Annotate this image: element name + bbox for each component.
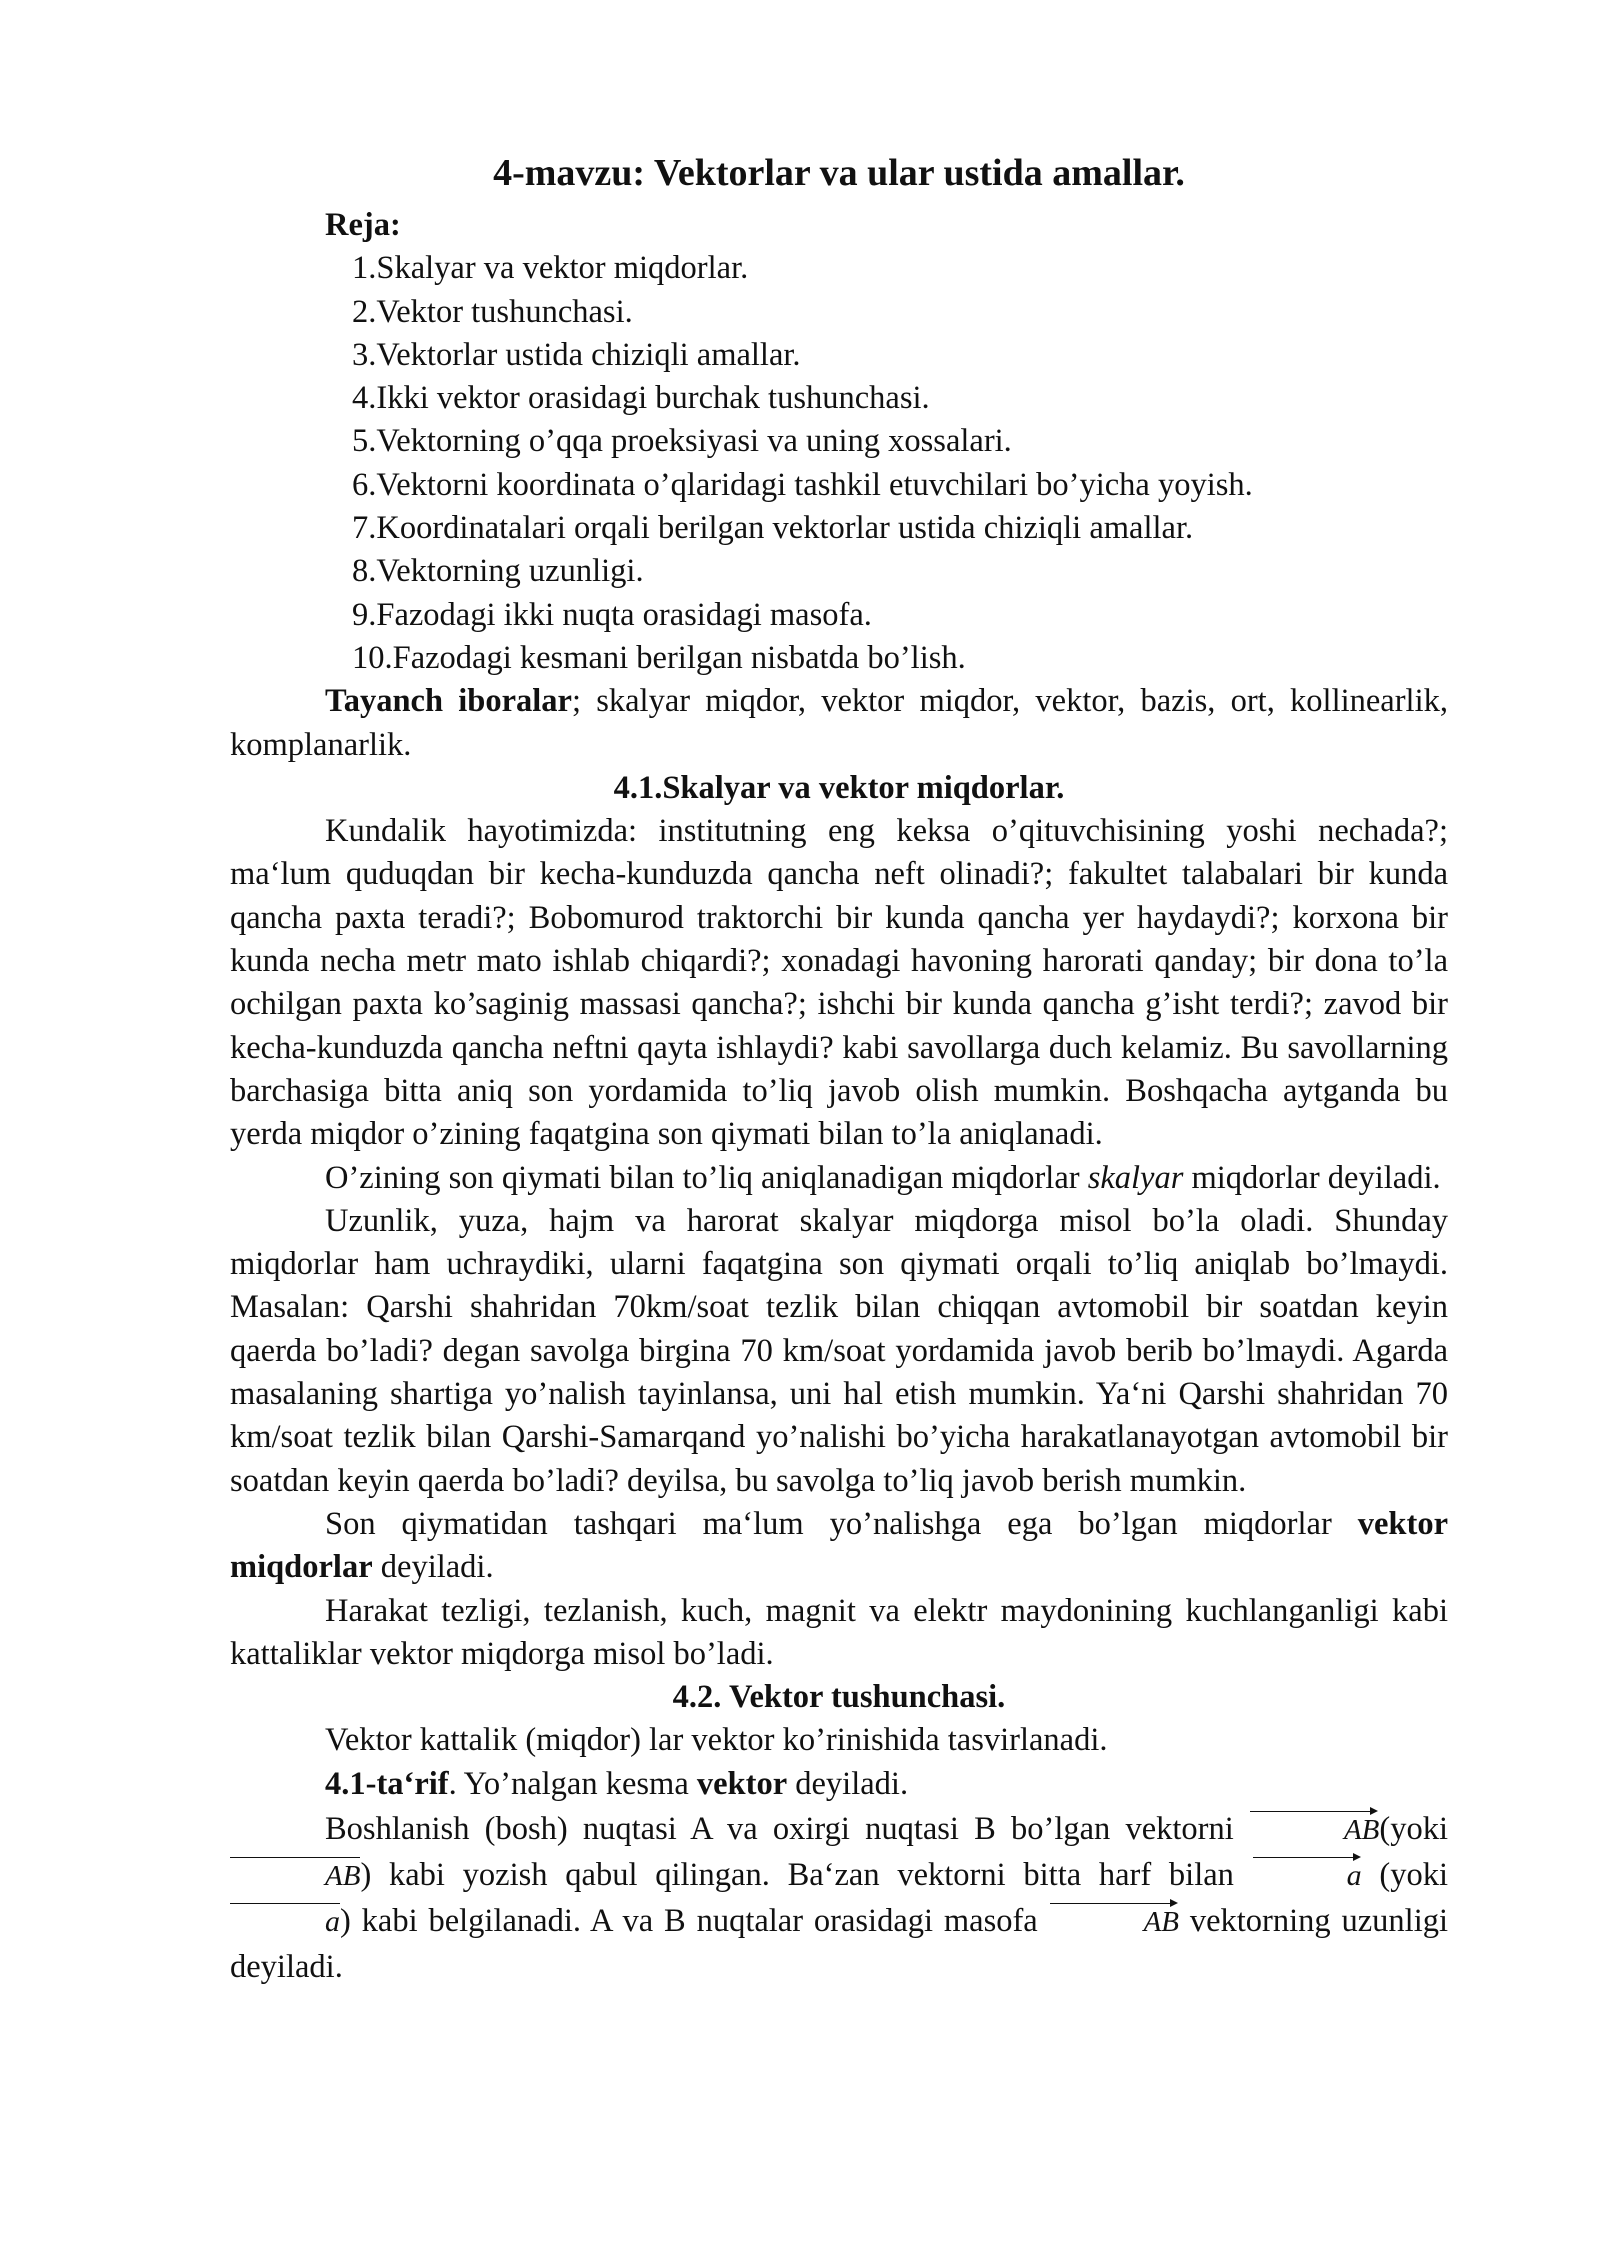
plan-item: 2.Vektor tushunchasi. [352,293,633,330]
vector-notation-paragraph [230,1806,1448,1990]
plan-item: 6.Vektorni koordinata o’qlaridagi tashkil etuvchilari bo’yicha yoyish. [352,466,1253,503]
keywords-label: Tayanch iboralar [325,683,572,720]
keywords-text: ; skalyar miqdor, vektor miqdor, vektor, bazis, ort, kollinearlik, komplanarlik. [230,683,1448,763]
text-span: deyiladi. [787,1765,909,1802]
plan-item: 9.Fazodagi ikki nuqta orasidagi masofa. [352,596,872,633]
plan-item: 1.Skalyar va vektor miqdorlar. [352,250,749,287]
definition-label: 4.1-ta‘rif [325,1765,449,1802]
plan-item: 7.Koordinatalari orqali berilgan vektorlar ustida chiziqli amallar. [352,510,1194,547]
text-span: ) kabi belgilanadi. A va B nuqtalar orasidagi masofa [340,1902,1049,1939]
text-span: miqdorlar deyiladi. [1183,1159,1441,1196]
plan-item: 8.Vektorning uzunligi. [352,553,644,590]
definition-paragraph [230,1763,1448,1806]
plan-item: 5.Vektorning o’qqa proeksiyasi va uning xossalari. [352,423,1012,460]
paragraph: Vektor kattalik (miqdor) lar vektor ko’rinishida tasvirlanadi. [325,1722,1108,1759]
plan-item: 4.Ikki vektor orasidagi burchak tushunchasi. [352,380,930,417]
vector-quantity-paragraph [230,1503,1448,1590]
text-span: vektorning uzunligi deyiladi. [230,1902,1448,1985]
italic-term: skalyar [1087,1159,1184,1196]
vector-a-arrow-symbol: a [1252,1857,1362,1891]
paragraph: Kundalik hayotimizda: institutning eng keksa o’qituvchisining yoshi nechada?; ma‘lum quduqdan bir kecha-kunduzda qancha neft olinadi?; fakultet talabalari bir kunda qancha paxta teradi?; Bobomurod traktorchi bir kunda qancha yer haydaydi?; korxona bir kunda necha metr mato ishlab chiqardi?; xonadagi havoning harorati qanday; bir dona to’la ochilgan paxta ko’saginig massasi qancha?; ishchi bir kunda qancha g’isht terdi?; zavod bir kecha-kunduzda qancha neftni qayta ishlaydi? kabi savollarga duch kelamiz. Bu savollarning barchasiga bitta aniq son yordamida to’liq javob olish mumkin. Boshqacha aytganda bu yerda miqdor o’zining faqatgina son qiymati bilan to’la aniqlanadi. [230,813,1448,1153]
vector-ab-arrow-symbol: AB [1249,1811,1379,1845]
plan-item: 10.Fazodagi kesmani berilgan nisbatda bo’lish. [352,639,966,676]
bold-term: vektor miqdorlar [230,1505,1448,1586]
plan-list [230,247,1448,680]
text-span: (yoki [1379,1810,1448,1847]
text-span: . Yo’nalgan kesma [448,1765,697,1802]
plan-label: Reja: [325,207,401,243]
vector-a-bar-symbol: a [230,1903,340,1937]
scalar-definition-paragraph [230,1157,1448,1200]
text-span: Son qiymatidan tashqari ma‘lum yo’nalishga ega bo’lgan miqdorlar [325,1505,1358,1542]
text-span: Boshlanish (bosh) nuqtasi A va oxirgi nuqtasi B bo’lgan vektorni [325,1810,1249,1847]
text-span: (yoki [1361,1856,1448,1893]
text-span: deyiladi. [372,1549,494,1586]
section-heading-4-1: 4.1.Skalyar va vektor miqdorlar. [613,769,1065,806]
vector-ab-bar-symbol: AB [230,1857,360,1891]
paragraph: Harakat tezligi, tezlanish, kuch, magnit va elektr maydonining kuchlanganligi kabi kattaliklar vektor miqdorga misol bo’ladi. [230,1592,1448,1672]
bold-term: vektor [696,1765,788,1802]
page-title: 4-mavzu: Vektorlar va ular ustida amallar. [493,152,1185,194]
plan-item: 3.Vektorlar ustida chiziqli amallar. [352,336,801,373]
text-span: ) kabi yozish qabul qilingan. Ba‘zan vektorni bitta harf bilan [360,1856,1252,1893]
vector-ab-arrow-symbol: AB [1049,1903,1179,1937]
keywords-paragraph [230,680,1448,767]
text-span: O’zining son qiymati bilan to’liq aniqlanadigan miqdorlar [325,1159,1088,1196]
section-heading-4-2: 4.2. Vektor tushunchasi. [672,1679,1006,1716]
paragraph: Uzunlik, yuza, hajm va harorat skalyar miqdorga misol bo’la oladi. Shunday miqdorlar ham uchraydiki, ularni faqatgina son qiymati orqali to’liq aniqlab bo’lmaydi. Masalan: Qarshi shahridan 70km/soat tezlik bilan chiqqan avtomobil bir soatdan keyin qaerda bo’ladi? degan savolga birgina 70 km/soat yordamida javob berib bo’lmaydi. Agarda masalaning shartiga yo’nalish tayinlansa, uni hal etish mumkin. Ya‘ni Qarshi shahridan 70 km/soat tezlik bilan Qarshi-Samarqand yo’nalishi bo’yicha harakatlanayotgan avtomobil bir soatdan keyin qaerda bo’ladi? deyilsa, bu savolga to’liq javob berish mumkin. [230,1202,1448,1499]
